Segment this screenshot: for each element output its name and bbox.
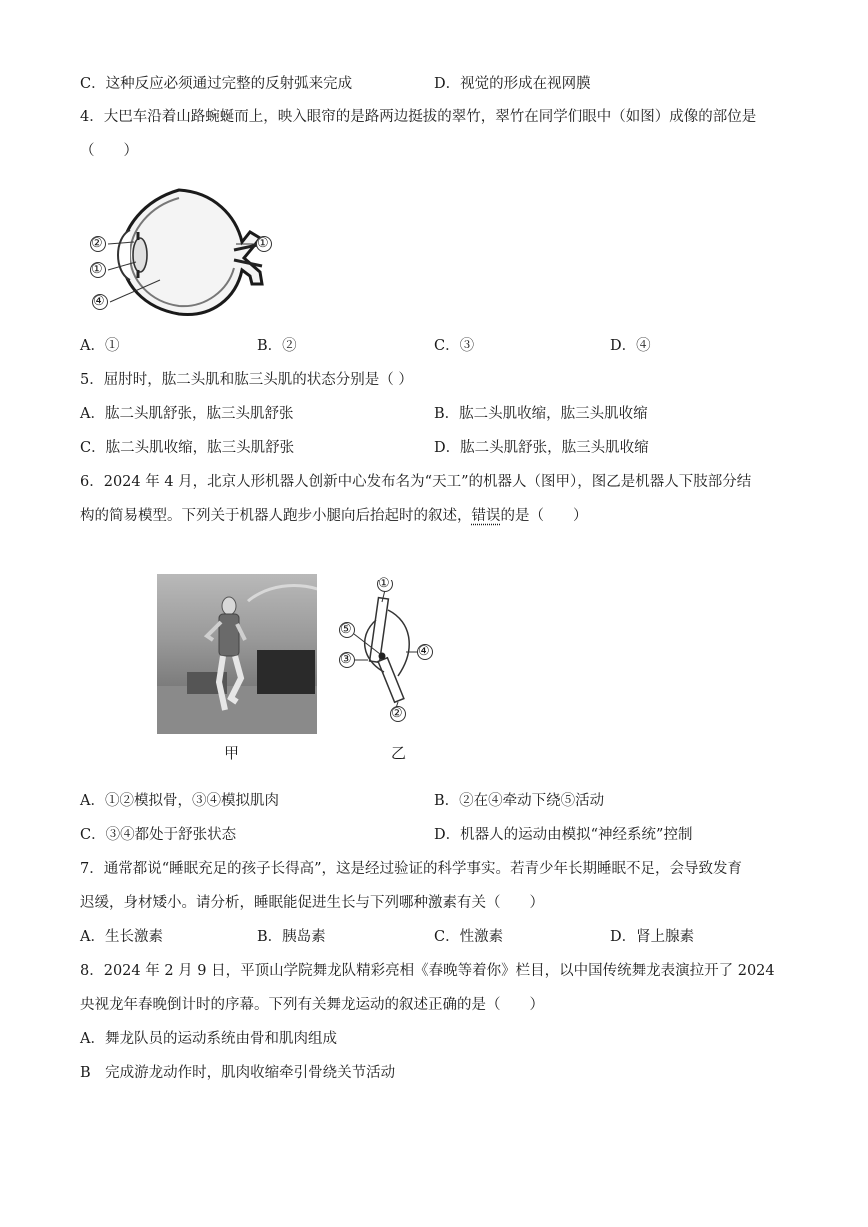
q8-stem-line2: 央视龙年春晚倒计时的序幕。下列有关舞龙运动的叙述正确的是（ ） [80, 997, 544, 1013]
q7-stem-line2: 迟缓，身材矮小。请分析，睡眠能促进生长与下列哪种激素有关（ ） [80, 895, 544, 911]
q8-option-b: B 完成游龙动作时，肌肉收缩牵引骨绕关节活动 [80, 1065, 396, 1081]
q4-option-c: C．③ [434, 338, 475, 354]
q7-option-d: D．肾上腺素 [610, 929, 695, 945]
q4-option-d: D．④ [610, 338, 651, 354]
q6-option-c: C．③④都处于舒张状态 [80, 827, 237, 843]
q4-option-b: B．② [257, 338, 297, 354]
q7-stem-line1: 7．通常都说“睡眠充足的孩子长得高”，这是经过验证的科学事实。若青少年长期睡眠不足，会导致发育 [80, 861, 743, 877]
q6-emphasis: 错误 [471, 508, 501, 524]
eye-label-1-right: ① [257, 236, 269, 251]
q8-stem-line1: 8．2024 年 2 月 9 日，平顶山学院舞龙队精彩亮相《春晚等着你》栏目，以中国传统舞龙表演拉开了 2024 [80, 963, 775, 979]
q5-stem: 5．屈肘时，肱二头肌和肱三头肌的状态分别是（ ） [80, 372, 413, 388]
leg-label-3: ③ [340, 652, 352, 667]
q4-stem-line2: （ ） [80, 143, 138, 159]
eye-label-2: ② [91, 236, 103, 251]
q6-stem-line2: 构的简易模型。下列关于机器人跑步小腿向后抬起时的叙述，错误的是（ ） [80, 508, 588, 524]
q8-option-a: A．舞龙队员的运动系统由骨和肌肉组成 [80, 1031, 337, 1047]
caption-yi: 乙 [391, 744, 407, 762]
caption-jia: 甲 [224, 744, 240, 762]
leg-label-4: ④ [418, 644, 430, 659]
q4-option-a: A．① [80, 338, 120, 354]
eye-label-4: ④ [93, 294, 105, 309]
q6-option-d: D．机器人的运动由模拟“神经系统”控制 [434, 827, 693, 843]
q7-option-a: A．生长激素 [80, 929, 163, 945]
q6-stem-line1: 6．2024 年 4 月，北京人形机器人创新中心发布名为“天工”的机器人（图甲），图乙是机器人下肢部分结 [80, 474, 752, 490]
q5-option-c: C．肱二头肌收缩，肱三头肌舒张 [80, 440, 295, 456]
leg-label-2: ② [391, 706, 403, 721]
q6-option-a: A．①②模拟骨，③④模拟肌肉 [80, 793, 279, 809]
leg-label-5: ⑤ [340, 622, 352, 637]
eye-diagram [84, 180, 284, 318]
q5-option-b: B．肱二头肌收缩，肱三头肌收缩 [434, 406, 648, 422]
q6-option-b: B．②在④牵动下绕⑤活动 [434, 793, 605, 809]
q3-option-c: C．这种反应必须通过完整的反射弧来完成 [80, 76, 353, 92]
q3-option-d: D．视觉的形成在视网膜 [434, 76, 591, 92]
eye-label-1-left: ① [91, 262, 103, 277]
q7-option-c: C．性激素 [434, 929, 504, 945]
q5-option-a: A．肱二头肌舒张，肱三头肌舒张 [80, 406, 294, 422]
q4-stem-line1: 4．大巴车沿着山路蜿蜒而上，映入眼帘的是路两边挺拔的翠竹，翠竹在同学们眼中（如图）成像的部位是 [80, 109, 757, 125]
leg-label-1: ① [378, 576, 390, 591]
q7-option-b: B．胰岛素 [257, 929, 326, 945]
q5-option-d: D．肱二头肌舒张，肱三头肌收缩 [434, 440, 649, 456]
robot-photo [157, 574, 317, 734]
